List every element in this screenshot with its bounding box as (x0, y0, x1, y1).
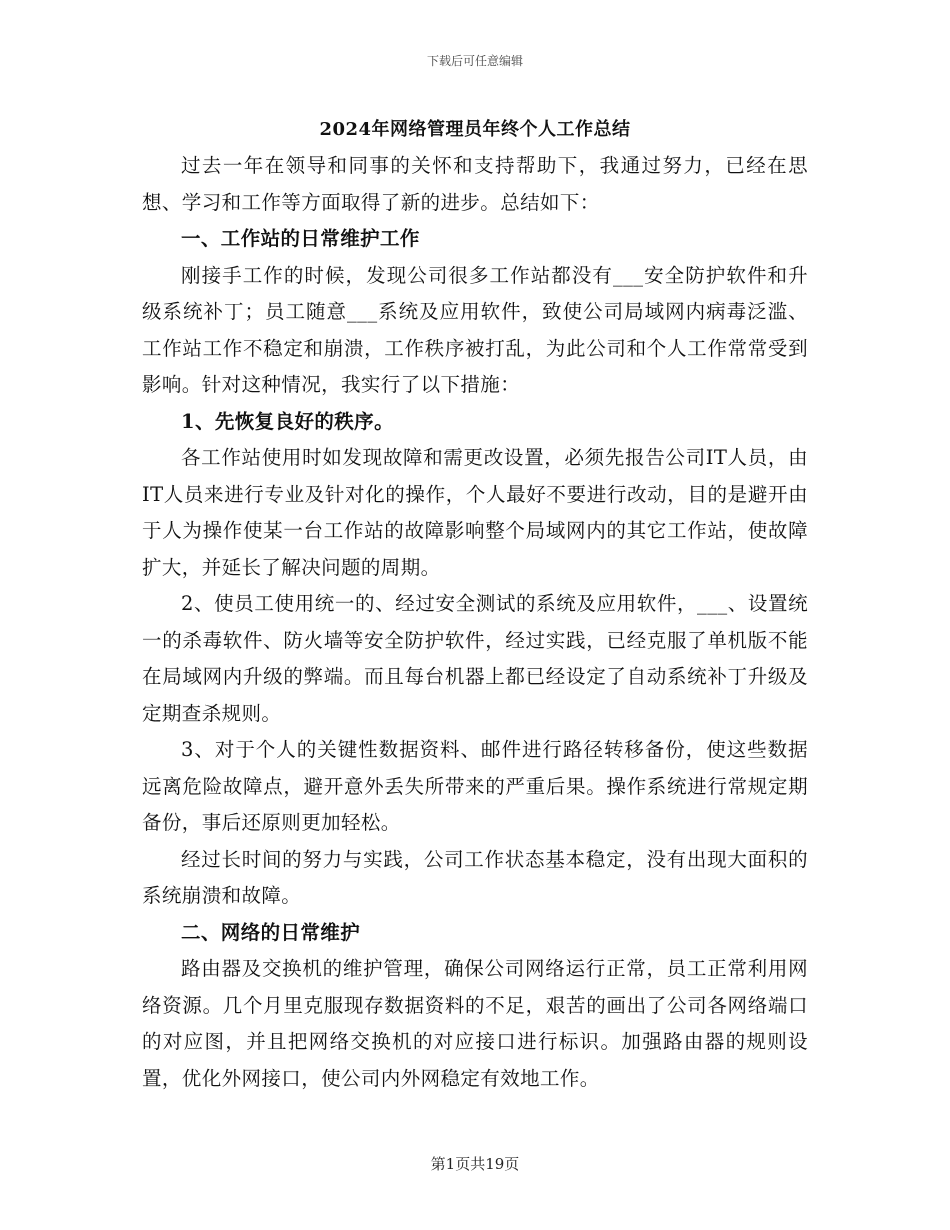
body-paragraph: 3、对于个人的关键性数据资料、邮件进行路径转移备份，使这些数据远离危险故障点，避开意外丢失所带来的严重后果。操作系统进行常规定期备份，事后还原则更加轻松。 (142, 738, 808, 834)
page-number: 第1页共19页 (430, 1155, 520, 1173)
section-heading-workstation: 一、工作站的日常维护工作 (181, 227, 420, 250)
body-paragraph: 各工作站使用时如发现故障和需更改设置，必须先报告公司IT人员，由IT人员来进行专业及针对化的操作，个人最好不要进行改动，目的是避开由于人为操作使某一台工作站的故障影响整个局域网内的其它工作站，使故障扩大，并延长了解决问题的周期。 (142, 446, 808, 579)
body-paragraph: 经过长时间的努力与实践，公司工作状态基本稳定，没有出现大面积的系统崩溃和故障。 (142, 847, 808, 907)
body-paragraph: 刚接手工作的时候，发现公司很多工作站都没有___安全防护软件和升级系统补丁；员工随意___系统及应用软件，致使公司局域网内病毒泛滥、工作站工作不稳定和崩溃，工作秩序被打乱，为此公司和个人工作常常受到影响。针对这种情况，我实行了以下措施： (142, 263, 808, 396)
body-paragraph: 路由器及交换机的维护管理，确保公司网络运行正常，员工正常利用网络资源。几个月里克服现存数据资料的不足，艰苦的画出了公司各网络端口的对应图，并且把网络交换机的对应接口进行标识。加强路由器的规则设置，优化外网接口，使公司内外网稳定有效地工作。 (142, 957, 808, 1090)
intro-paragraph: 过去一年在领导和同事的关怀和支持帮助下，我通过努力，已经在思想、学习和工作等方面取得了新的进步。总结如下： (142, 154, 808, 214)
section-heading-network: 二、网络的日常维护 (181, 920, 361, 944)
subheading-restore-order: 1、先恢复良好的秩序。 (181, 409, 394, 433)
page-header: 下载后可任意编辑 (426, 54, 523, 68)
document-title: 2024年网络管理员年终个人工作总结 (319, 119, 631, 140)
document-body (142, 112, 808, 1097)
body-paragraph: 2、使员工使用统一的、经过安全测试的系统及应用软件，___、设置统一的杀毒软件、防火墙等安全防护软件，经过实践，已经克服了单机版不能在局域网内升级的弊端。而且每台机器上都已经设定了自动系统补丁升级及定期查杀规则。 (142, 592, 808, 725)
